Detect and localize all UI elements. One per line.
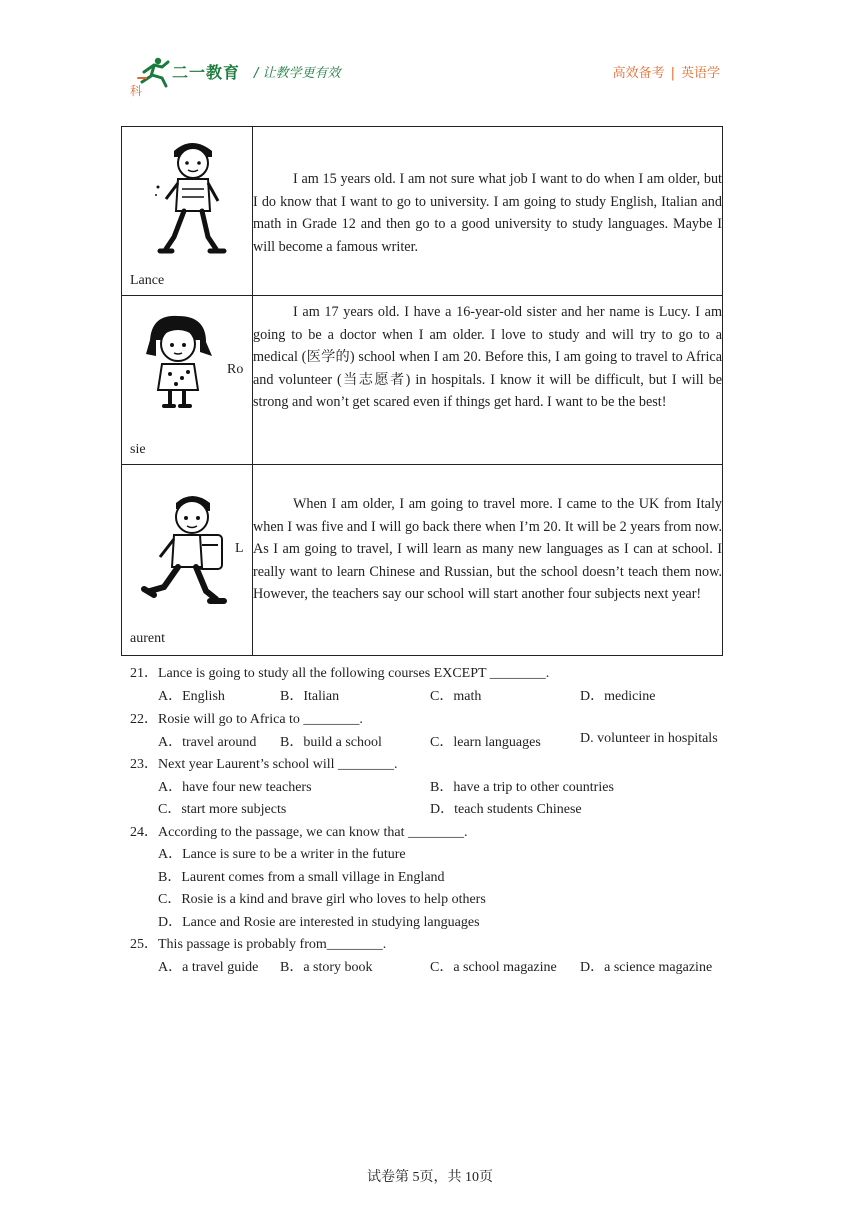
passage-lance: I am 15 years old. I am not sure what job I want to do when I am older, but I do know that I want to go to university. I am going to study English, Italian and math in Grade 12 and then go to a good university to study languages. Maybe I will become a famous writer. bbox=[253, 171, 722, 255]
question-24-option-b: B．Laurent comes from a small village in England bbox=[158, 870, 445, 885]
passage-cell bbox=[253, 465, 723, 656]
passage-laurent: When I am older, I am going to travel more. I came to the UK from Italy when I was five and I will go back there when I’m 20. It will be 2 years from now. As I am going to travel, I will learn as many new languages as I can at school. I really want to learn Chinese and Russian, but the school doesn’t teach them now. However, the teachers say our school will start another four subjects next year! bbox=[253, 496, 722, 603]
table-row bbox=[122, 465, 723, 656]
slogan: / 让教学更有效 bbox=[254, 66, 341, 81]
question-21-option-b: B．Italian bbox=[280, 689, 340, 704]
question-23-option-b: B．have a trip to other countries bbox=[430, 780, 614, 795]
question-21-option-c: C．math bbox=[430, 689, 482, 704]
student-name-rosie-part2: sie bbox=[130, 442, 146, 457]
header-tail: 科 bbox=[130, 84, 143, 98]
picture-cell bbox=[122, 296, 253, 465]
boy-walking-icon bbox=[152, 137, 232, 261]
passages-table bbox=[121, 126, 723, 656]
question-25-option-d: D．a science magazine bbox=[580, 960, 713, 975]
question-22-option-a: A．travel around bbox=[158, 735, 257, 750]
girl-icon bbox=[140, 312, 214, 412]
question-22-option-c: C．learn languages bbox=[430, 735, 541, 750]
student-name-lance: Lance bbox=[130, 273, 165, 288]
header-label-left: 高效备考 bbox=[612, 66, 665, 81]
student-name-laurent-part2: aurent bbox=[130, 631, 165, 646]
question-24-option-c: C．Rosie is a kind and brave girl who loves to help others bbox=[158, 892, 486, 907]
question-25-option-a: A．a travel guide bbox=[158, 960, 259, 975]
question-24-option-a: A．Lance is sure to be a writer in the future bbox=[158, 847, 406, 862]
question-22-option-d: D. volunteer in hospitals bbox=[580, 731, 718, 746]
passage-cell bbox=[253, 127, 723, 296]
header-subject bbox=[613, 62, 720, 81]
picture-cell bbox=[122, 127, 253, 296]
brand-name: 二一教育 bbox=[172, 63, 241, 82]
question-25: 25．This passage is probably from________. bbox=[130, 937, 387, 952]
student-name-rosie-part1: Ro bbox=[227, 362, 244, 377]
header-separator: | bbox=[670, 66, 675, 81]
header-label-right: 英语学 bbox=[680, 66, 720, 81]
question-23: 23．Next year Laurent’s school will ________. bbox=[130, 757, 398, 772]
question-24: 24．According to the passage, we can know that ________. bbox=[130, 825, 468, 840]
question-21-option-a: A．English bbox=[158, 689, 225, 704]
question-25-option-c: C．a school magazine bbox=[430, 960, 557, 975]
question-23-option-c: C．start more subjects bbox=[158, 802, 287, 817]
boy-with-backpack-icon bbox=[140, 489, 234, 613]
question-22: 22．Rosie will go to Africa to ________. bbox=[130, 712, 363, 727]
passage-cell bbox=[253, 296, 723, 465]
question-23-option-a: A．have four new teachers bbox=[158, 780, 312, 795]
question-21: 21．Lance is going to study all the following courses EXCEPT ________. bbox=[130, 666, 550, 681]
question-24-option-d: D．Lance and Rosie are interested in studying languages bbox=[158, 915, 480, 930]
student-name-laurent-part1: L bbox=[235, 541, 244, 556]
table-row bbox=[122, 296, 723, 465]
question-23-option-d: D．teach students Chinese bbox=[430, 802, 582, 817]
table-row bbox=[122, 127, 723, 296]
question-25-option-b: B．a story book bbox=[280, 960, 373, 975]
picture-cell bbox=[122, 465, 253, 656]
question-21-option-d: D．medicine bbox=[580, 689, 656, 704]
page-footer: 试卷第 5页，共 10页 bbox=[367, 1170, 493, 1185]
passage-rosie: I am 17 years old. I have a 16-year-old sister and her name is Lucy. I am going to be a doctor when I am older. I love to study and will try to go to a medical (医学的) school when I am 20. Before this, I am going to travel to Africa and volunteer (当志愿者) in hospitals. I know it will be difficult, but I will be strong and won’t get scared even if things get hard. I want to be the best! bbox=[253, 304, 722, 411]
page-header bbox=[128, 54, 728, 102]
question-22-option-b: B．build a school bbox=[280, 735, 382, 750]
